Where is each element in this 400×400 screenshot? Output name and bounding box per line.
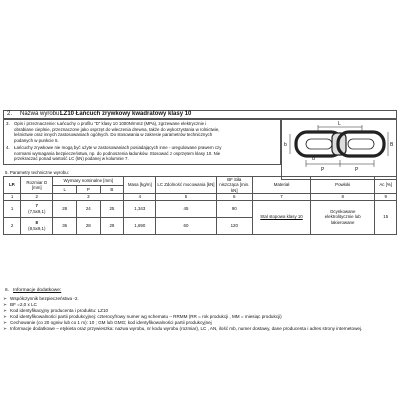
technical-parameters-table bbox=[3, 176, 397, 235]
diagram-label-d: d bbox=[312, 156, 315, 162]
col-bf: BF Siła niszcząca [min. kN] bbox=[216, 177, 253, 194]
section6-number: 6. bbox=[5, 288, 10, 293]
row2-size-value: 8 bbox=[35, 220, 38, 226]
info-item-2: BF =2,0 x LC bbox=[10, 302, 37, 308]
section3-number: 3. bbox=[6, 121, 10, 126]
row1-mass: 1,343 bbox=[124, 200, 156, 217]
colnum-8: 8 bbox=[311, 194, 375, 200]
colnum-5: 5 bbox=[156, 194, 216, 200]
colnum-4: 4 bbox=[124, 194, 156, 200]
ac-cell: 15 bbox=[375, 200, 397, 234]
bullet-icon: ➢ bbox=[3, 326, 7, 332]
diagram-label-L: L bbox=[338, 121, 341, 127]
bullet-icon: ➢ bbox=[3, 320, 7, 326]
row2-lc: 60 bbox=[156, 217, 216, 234]
row1-size-value: 7 bbox=[35, 203, 38, 209]
col-lp: LP. bbox=[4, 177, 21, 194]
col-P: P bbox=[76, 185, 100, 194]
section4-line-3: przekraczać ponad wartość LC (kN) podanej w kolumnie 7. bbox=[14, 156, 129, 161]
bullet-icon: ➢ bbox=[3, 314, 7, 320]
diagram-label-P2: P bbox=[355, 167, 359, 173]
row1-size bbox=[21, 200, 53, 217]
colnum-2: 2 bbox=[21, 194, 53, 200]
row2-lp: 2 bbox=[4, 217, 21, 234]
row1-bf: 90 bbox=[216, 200, 253, 217]
section3-line-3: leśnictwie oraz innych zastosowaniach ogólnych. Do stosowania w zakresie parametrów technicznych bbox=[14, 132, 213, 137]
section2-label: Nazwa wyrobu: bbox=[20, 111, 62, 117]
row2-mass: 1,690 bbox=[124, 217, 156, 234]
col-L: L bbox=[53, 185, 77, 194]
col-wymiary: Wymiary nominalne [mm] bbox=[53, 177, 124, 186]
section3-line-4: podanych w punkcie 5. bbox=[14, 137, 59, 143]
coating-line-3: lakierowane bbox=[330, 219, 355, 225]
col-B: B bbox=[100, 185, 124, 194]
row1-L: 28 bbox=[53, 200, 77, 217]
list-item bbox=[3, 326, 362, 332]
colnum-9: 9 bbox=[375, 194, 397, 200]
row1-lp: 1 bbox=[4, 200, 21, 217]
row1-B: 25 bbox=[100, 200, 124, 217]
section3-line-1: Opis i przeznaczenie: Łańcuchy o profilu "D" klasy 10 1000N/mm2 (MPa), zgrzewane elektrycznie i bbox=[14, 121, 207, 126]
info-item-1: Współczynnik bezpieczeństwa -2. bbox=[10, 296, 79, 301]
row2-size bbox=[21, 217, 53, 234]
row1-lc: 45 bbox=[156, 200, 216, 217]
col-lc: LC Zdolność mocowania [kN] bbox=[156, 177, 216, 194]
col-rozmiar: Rozmiar D [mm] bbox=[21, 177, 53, 194]
section6-title: Informacje dodatkowe: bbox=[13, 288, 62, 293]
info-item-3: Kod identyfikacyjny producenta i produktu: LZ10 bbox=[10, 308, 109, 314]
info-item-4: Kod identyfikowalności partii produkcyjnej: czterocyfrowy numer wg schematu – RRMM (RR = rok produkcji , MM = miesiąc produkcji) bbox=[10, 314, 282, 320]
material-cell bbox=[253, 200, 311, 234]
colnum-7: 7 bbox=[253, 194, 311, 200]
section4-line-2: normami wymagania bezpieczeństwa, np. do podnoszenia ładunków. Stosować z osprzętem klasy 10. Nie bbox=[14, 150, 221, 156]
coating-cell bbox=[311, 200, 375, 234]
colnum-6: 6 bbox=[216, 194, 253, 200]
row2-size-sub: (8,5x9,1) bbox=[28, 225, 46, 231]
coating-line-1: Ocynkowane bbox=[330, 209, 356, 215]
col-masa: Masa [kg/m] bbox=[124, 177, 156, 194]
colnum-3: 3 bbox=[53, 194, 124, 200]
diagram-label-b: b bbox=[284, 142, 287, 148]
section5-title: 5. Parametry techniczne wyrobu: bbox=[5, 170, 69, 175]
col-material: Materiał bbox=[253, 177, 311, 194]
col-powloka: Powłoki bbox=[311, 177, 375, 194]
row1-size-sub: (7,5x9,1) bbox=[28, 208, 46, 214]
colnum-1: 1 bbox=[4, 194, 21, 200]
diagram-label-B: B bbox=[390, 142, 394, 148]
bullet-icon: ➢ bbox=[3, 296, 7, 301]
chain-link-diagram bbox=[282, 120, 396, 179]
row1-P: 24 bbox=[76, 200, 100, 217]
row2-P: 28 bbox=[76, 217, 100, 234]
table-row bbox=[4, 200, 397, 217]
info-item-5: Cechowanie (co 20 ogniw lub co 1 m): 10 ; GM lub GMG; kod identyfikowalności partii produkcyjnej bbox=[10, 320, 212, 326]
row2-L: 36 bbox=[53, 217, 77, 234]
section4-line-1: Łańcuchy zrywkowe nie mogą być użyte w zastosowaniach posiadających inne - uregulowane prawem czy bbox=[14, 145, 222, 150]
info-item-6: Informacje dodatkowe – etykieta oraz przywieszka: nazwa wyrobu, nr kodu wyrobu (rozmiar), LC , AN, ilość mb, numer dostawy, dane producenta i adres strony internetowej. bbox=[10, 326, 363, 332]
section4-number: 4. bbox=[6, 145, 10, 150]
additional-info-list bbox=[3, 296, 362, 333]
section2-number: 2. bbox=[7, 111, 13, 117]
row2-B: 29 bbox=[100, 217, 124, 234]
section3-line-2: obrabiane cieplnie, przeznaczone jako osprzęt do wleczenia drewna, także do wykorzystania w rolnictwie, bbox=[14, 126, 220, 132]
bullet-icon: ➢ bbox=[3, 308, 7, 314]
product-name: LZ10 Łańcuch zrywkowy kwadratowy klasy 10 bbox=[60, 111, 192, 117]
row2-bf: 120 bbox=[216, 217, 253, 234]
diagram-label-P: P bbox=[321, 167, 325, 173]
bullet-icon: ➢ bbox=[3, 302, 7, 308]
material-link[interactable]: Stal stopowa klasy 10 bbox=[260, 214, 303, 220]
col-ac: Ac [%] bbox=[375, 177, 397, 194]
coating-line-2: elektrolitycznie lub bbox=[324, 214, 361, 220]
